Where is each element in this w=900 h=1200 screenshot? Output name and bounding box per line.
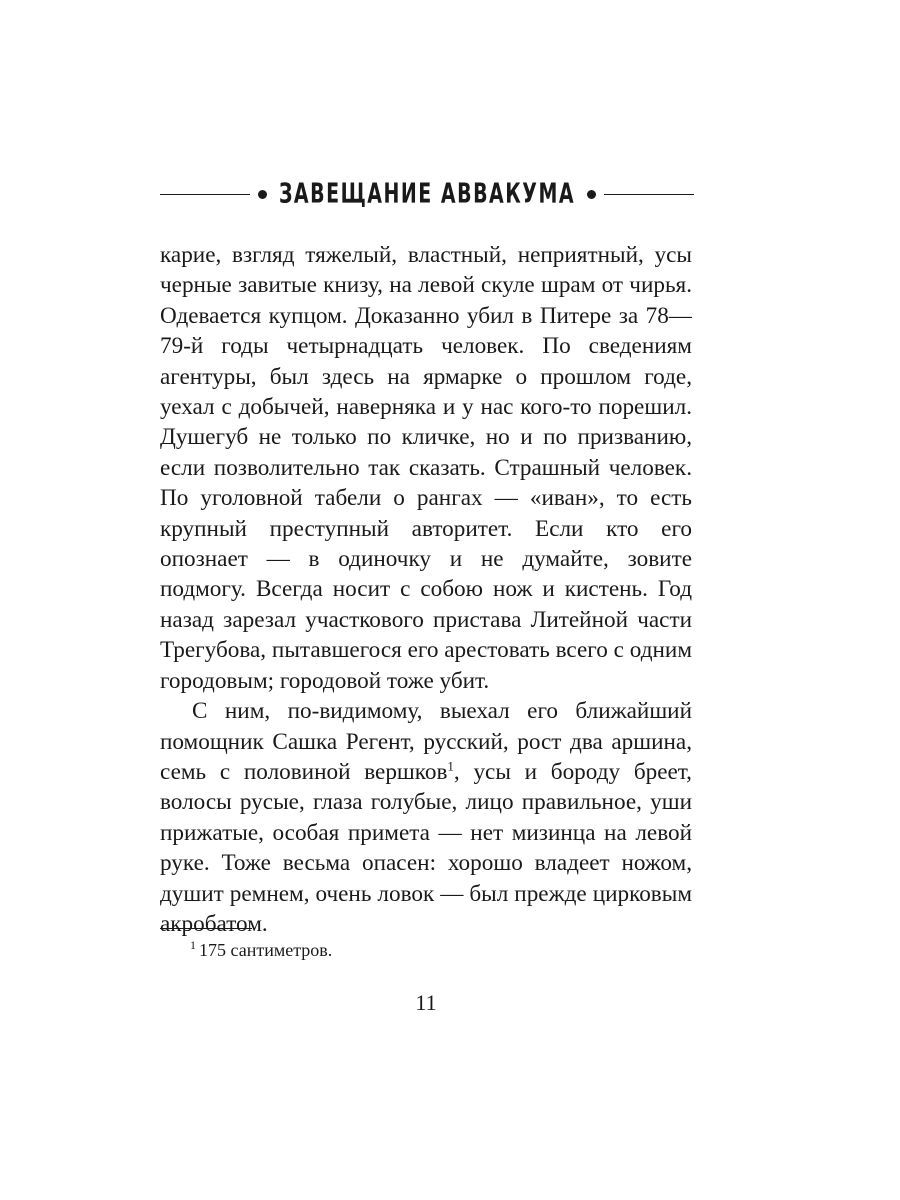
paragraph-2 [160, 696, 692, 939]
header-bullet-right [587, 190, 596, 199]
page-number: 11 [415, 990, 437, 1015]
header-rule-right [604, 194, 694, 195]
footnote-mark: 1 [190, 938, 196, 952]
book-title: ЗАВЕЩАНИЕ АВВАКУМА [278, 178, 576, 210]
footnote [190, 938, 332, 962]
footnote-separator [160, 928, 252, 929]
header-bullet-left [258, 190, 267, 199]
footnote-text: 175 сантиметров. [199, 940, 333, 960]
footnote-reference: 1 [447, 758, 454, 774]
paragraph-2-part-b: , усы и бороду бреет, волосы русые, глаза голубые, лицо правильное, уши прижатые, особая примета — нет мизинца на левой руке. Тоже весьма опасен: хорошо владеет ножом, душит ремнем, очень ловок — был прежде цирковым акробатом. [160, 758, 692, 937]
running-header [160, 172, 694, 216]
paragraph-1: карие, взгляд тяжелый, властный, неприятный, усы черные завитые книзу, на левой скуле шрам от чирья. Одевается купцом. Доказанно убил в Питере за 78—79-й годы четырнадцать человек. По сведениям агентуры, был здесь на ярмарке о прошлом годе, уехал с добычей, наверняка и у нас кого-то порешил. Душегуб не только по кличке, но и по призванию, если позволительно так сказать. Страшный человек. По уголовной табели о рангах — «иван», то есть крупный преступный авторитет. Если кто его опознает — в одиночку и не думайте, зовите подмогу. Всегда носит с собою нож и кистень. Год назад зарезал участкового пристава Литейной части Трегубова, пытавшегося его арестовать всего с одним городовым; городовой тоже убит. [160, 242, 692, 694]
page-body [160, 240, 692, 939]
header-rule-left [160, 194, 250, 195]
paragraph-2-part-a: С ним, по-видимому, выехал его ближайший помощник Сашка Регент, русский, рост два аршина, семь с половиной вершков [160, 698, 692, 785]
